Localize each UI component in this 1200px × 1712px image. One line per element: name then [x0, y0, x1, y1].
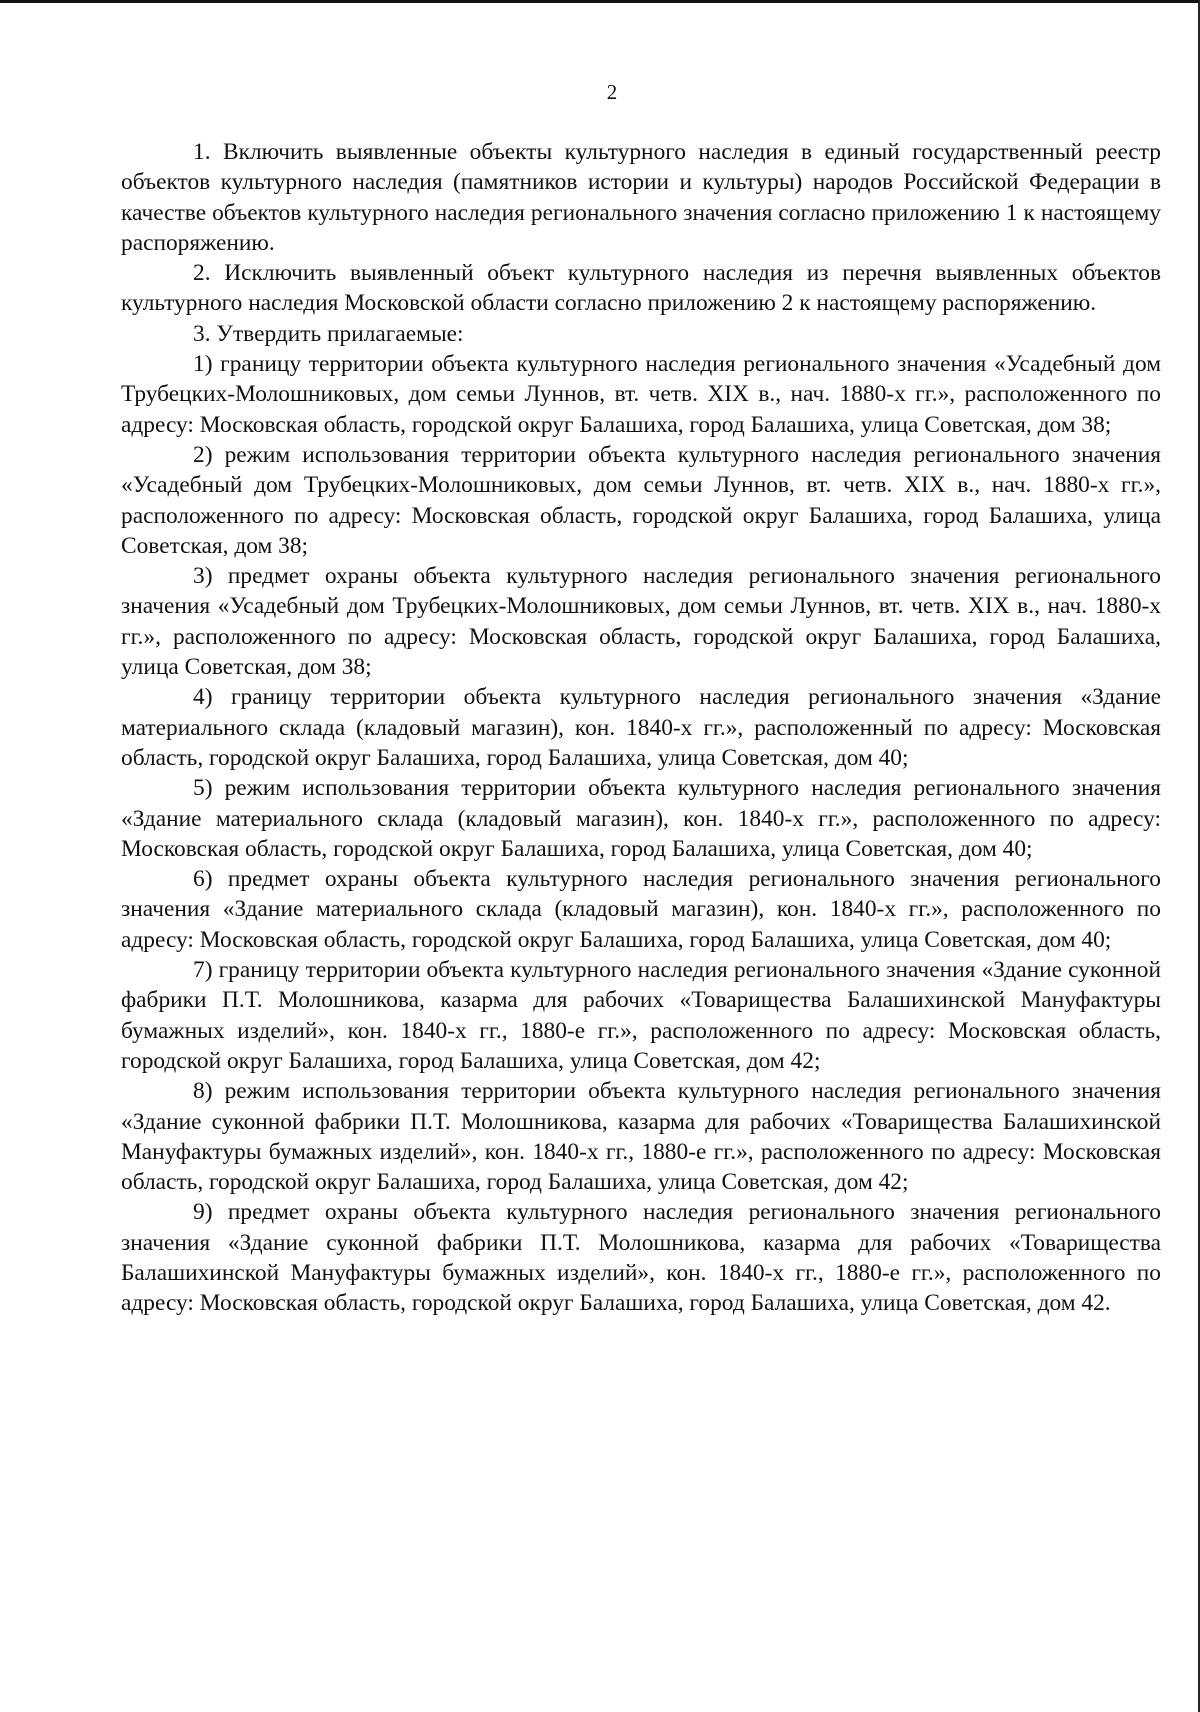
page-number: 2	[606, 80, 618, 104]
subitem-1-territory-boundary-house-38: 1) границу территории объекта культурного наследия регионального значения «Усадебный дом Трубецких-Молошниковых, дом семьи Луннов, вт. четв. XIX в., нач. 1880-х гг.», расположенного по адресу: Московская область, городской округ Балашиха, город Балашиха, улица Советская, дом 38;	[121, 351, 1161, 438]
paragraph-item-1: 1. Включить выявленные объекты культурного наследия в единый государственный реестр объектов культурного наследия (памятников истории и культуры) народов Российской Федерации в качестве объектов культурного наследия регионального значения согласно приложению 1 к настоящему распоряжению.	[121, 139, 1161, 256]
document-body	[121, 137, 1161, 1319]
subitem-4-territory-boundary-house-40: 4) границу территории объекта культурного наследия регионального значения «Здание материального склада (кладовый магазин), кон. 1840-х гг.», расположенный по адресу: Московская область, городской округ Балашиха, город Балашиха, улица Советская, дом 40;	[121, 684, 1161, 771]
paragraph-item-2: 2. Исключить выявленный объект культурного наследия из перечня выявленных объектов культурного наследия Московской области согласно приложению 2 к настоящему распоряжению.	[121, 260, 1161, 317]
subitem-8-usage-regime-house-42: 8) режим использования территории объекта культурного наследия регионального значения «Здание суконной фабрики П.Т. Молошникова, казарма для рабочих «Товарищества Балашихинской Мануфактуры бумажных изделий», кон. 1840-х гг., 1880-е гг.», расположенного по адресу: Московская область, городской округ Балашиха, город Балашиха, улица Советская, дом 42;	[121, 1078, 1161, 1196]
subitem-9-protection-subject-house-42: 9) предмет охраны объекта культурного наследия регионального значения регионального значения «Здание суконной фабрики П.Т. Молошникова, казарма для рабочих «Товарищества Балашихинской Мануфактуры бумажных изделий», кон. 1840-х гг., 1880-е гг.», расположенного по адресу: Московская область, городской округ Балашиха, город Балашиха, улица Советская, дом 42.	[121, 1199, 1161, 1317]
subitem-5-usage-regime-house-40: 5) режим использования территории объекта культурного наследия регионального значения «Здание материального склада (кладовый магазин), кон. 1840-х гг.», расположенного по адресу: Московская область, городской округ Балашиха, город Балашиха, улица Советская, дом 40;	[121, 775, 1161, 862]
subitem-7-territory-boundary-house-42: 7) границу территории объекта культурного наследия регионального значения «Здание суконной фабрики П.Т. Молошникова, казарма для рабочих «Товарищества Балашихинской Мануфактуры бумажных изделий», кон. 1840-х гг., 1880-е гг.», расположенного по адресу: Московская область, городской округ Балашиха, город Балашиха, улица Советская, дом 42;	[121, 957, 1161, 1074]
subitem-3-protection-subject-house-38: 3) предмет охраны объекта культурного наследия регионального значения регионального значения «Усадебный дом Трубецких-Молошниковых, дом семьи Луннов, вт. четв. XIX в., нач. 1880-х гг.», расположенного по адресу: Московская область, городской округ Балашиха, город Балашиха, улица Советская, дом 38;	[121, 563, 1161, 681]
subitem-6-protection-subject-house-40: 6) предмет охраны объекта культурного наследия регионального значения регионального значения «Здание материального склада (кладовый магазин), кон. 1840-х гг.», расположенного по адресу: Московская область, городской округ Балашиха, город Балашиха, улица Советская, дом 40;	[121, 866, 1161, 953]
scan-border-top	[0, 0, 1200, 3]
subitem-2-usage-regime-house-38: 2) режим использования территории объекта культурного наследия регионального значения «Усадебный дом Трубецких-Молошниковых, дом семьи Луннов, вт. четв. XIX в., нач. 1880-х гг.», расположенного по адресу: Московская область, городской округ Балашиха, город Балашиха, улица Советская, дом 38;	[121, 441, 1161, 559]
paragraph-item-3: 3. Утвердить прилагаемые:	[193, 320, 464, 347]
